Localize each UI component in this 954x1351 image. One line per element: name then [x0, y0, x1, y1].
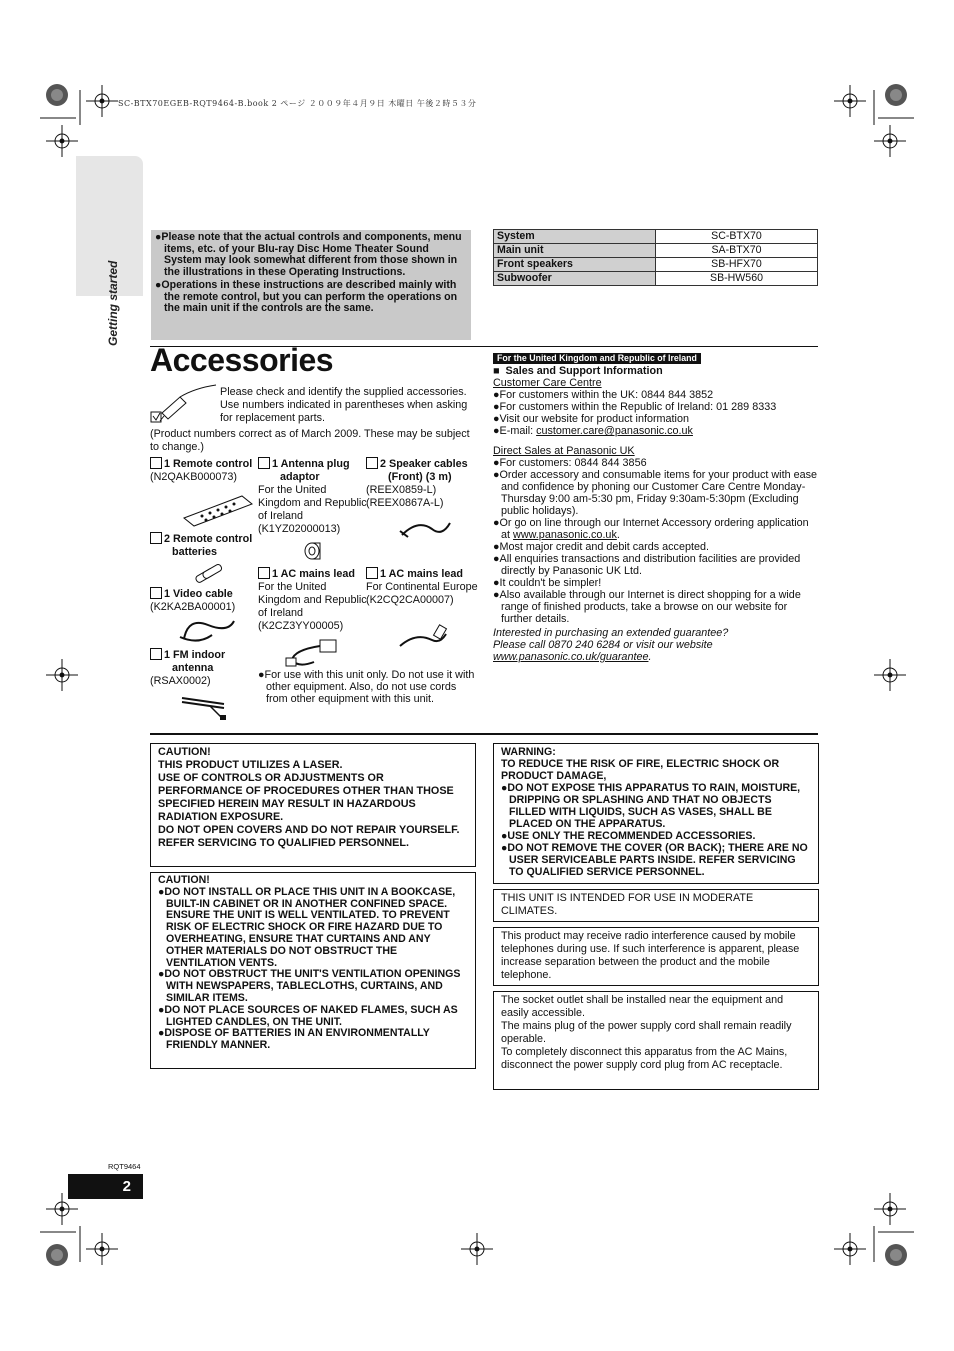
speaker-cable-icon — [398, 515, 454, 541]
accessory-antenna-adaptor: 1 Antenna plug adaptor For the United Kingdom and Republic of Ireland (K1YZ02000013) — [258, 458, 367, 535]
crosshair-mark — [874, 125, 906, 157]
table-row: Main unit SA-BTX70 — [494, 244, 818, 258]
mains-lead-uk-icon — [284, 636, 344, 670]
crosshair-mark — [874, 659, 906, 691]
climate-box: THIS UNIT IS INTENDED FOR USE IN MODERATE CLIMATES. — [493, 889, 819, 922]
note-box — [151, 230, 471, 340]
checkbox[interactable] — [258, 567, 270, 579]
accessory-mains-lead-eu: 1 AC mains lead For Continental Europe (K2CQ2CA00007) — [366, 568, 478, 606]
mains-lead-eu-icon — [396, 624, 452, 654]
table-row: Front speakers SB-HFX70 — [494, 258, 818, 272]
section-rule — [150, 733, 818, 735]
remote-control-icon — [180, 490, 260, 530]
side-tab-label: Getting started — [106, 260, 120, 346]
checkbox[interactable] — [150, 457, 162, 469]
table-row: Subwoofer SB-HW560 — [494, 272, 818, 286]
radio-interference-box: This product may receive radio interference caused by mobile telephones during use. If such interference is apparent, please increase separation between the product and the mobile telephone. — [493, 927, 819, 986]
accessory-fm-antenna: 1 FM indoor antenna (RSAX0002) — [150, 649, 226, 687]
document-code: RQT9464 — [108, 1162, 141, 1171]
website-link[interactable]: www.panasonic.co.uk — [513, 529, 617, 541]
checkbox[interactable] — [150, 532, 162, 544]
fm-antenna-icon — [180, 690, 230, 722]
square-bullet-icon: ■ — [493, 365, 500, 377]
crosshair-mark — [461, 1233, 493, 1265]
crosshair-mark — [86, 1233, 118, 1265]
color-target-mark — [46, 84, 68, 106]
color-target-mark — [885, 84, 907, 106]
color-target-mark — [885, 1244, 907, 1266]
region-label: For the United Kingdom and Republic of Ireland — [493, 353, 701, 364]
checkbox[interactable] — [150, 587, 162, 599]
guarantee-link[interactable]: www.panasonic.co.uk/guarantee — [493, 651, 649, 663]
checkbox[interactable] — [366, 567, 378, 579]
crosshair-mark — [46, 125, 78, 157]
email-link[interactable]: customer.care@panasonic.co.uk — [536, 425, 693, 437]
accessory-speaker-cables: 2 Speaker cables (Front) (3 m) (REEX0859-L) (REEX0867A-L) — [366, 458, 468, 509]
accessory-video-cable: 1 Video cable (K2KA2BA00001) — [150, 588, 236, 613]
page-number: 2 — [68, 1174, 143, 1199]
note-item: ●Please note that the actual controls and components, menu items, etc. of your Blu-ray Disc Home Theater Sound System may look somewhat different from those shown in the illustrations in these Operating Instructions. — [155, 231, 462, 279]
pen-check-icon — [150, 383, 220, 428]
color-target-mark — [46, 1244, 68, 1266]
side-tab — [76, 156, 143, 346]
caution-laser-box: CAUTION! THIS PRODUCT UTILIZES A LASER. USE OF CONTROLS OR ADJUSTMENTS OR PERFORMANCE OF PROCEDURES OTHER THAN THOSE SPECIFIED HEREIN MAY RESULT IN HAZARDOUS RADIATION EXPOSURE. DO NOT OPEN COVERS AND DO NOT REPAIR YOURSELF. REFER SERVICING TO QUALIFIED PERSONNEL. — [150, 743, 476, 867]
antenna-adaptor-icon — [302, 540, 326, 562]
mains-note: ●For use with this unit only. Do not use it with other equipment. Also, do not use cords from other equipment with this unit. — [258, 669, 475, 705]
crosshair-mark — [834, 85, 866, 117]
page-title: Accessories — [150, 342, 334, 378]
accessories-intro: Please check and identify the supplied accessories. Use numbers indicated in parentheses when asking for replacement parts. — [220, 386, 468, 424]
warning-box: WARNING: TO REDUCE THE RISK OF FIRE, ELECTRIC SHOCK OR PRODUCT DAMAGE, ●DO NOT EXPOSE THIS APPARATUS TO RAIN, MOISTURE, DRIPPING OR SPLASHING AND THAT NO OBJECTS FILLED WITH LIQUIDS, SUCH AS VASES, SHALL BE PLACED ON THE APPARATUS. ●USE ONLY THE RECOMMENDED ACCESSORIES. ●DO NOT REMOVE THE COVER (OR BACK); THERE ARE NO USER SERVICEABLE PARTS INSIDE. REFER SERVICING TO QUALIFIED SERVICE PERSONNEL. — [493, 743, 819, 884]
accessory-batteries: 2 Remote control batteries — [150, 532, 262, 559]
accessories-note: (Product numbers correct as of March 2009. These may be subject to change.) — [150, 428, 470, 453]
system-table — [493, 229, 818, 286]
crosshair-mark — [874, 1193, 906, 1225]
caution-install-box: CAUTION! ●DO NOT INSTALL OR PLACE THIS UNIT IN A BOOKCASE, BUILT-IN CABINET OR IN ANOTHER CONFINED SPACE. ENSURE THE UNIT IS WELL VENTILATED. TO PREVENT RISK OF ELECTRIC SHOCK OR FIRE HAZARD DUE TO OVERHEATING, ENSURE THAT CURTAINS AND ANY OTHER MATERIALS DO NOT OBSTRUCT THE VENTILATION VENTS. ●DO NOT OBSTRUCT THE UNIT'S VENTILATION OPENINGS WITH NEWSPAPERS, TABLECLOTHS, CURTAINS, AND SIMILAR ITEMS. ●DO NOT PLACE SOURCES OF NAKED FLAMES, SUCH AS LIGHTED CANDLES, ON THE UNIT. ●DISPOSE OF BATTERIES IN AN ENVIRONMENTALLY FRIENDLY MANNER. — [150, 872, 476, 1069]
video-cable-icon — [178, 615, 238, 645]
crosshair-mark — [46, 659, 78, 691]
batteries-icon — [192, 560, 226, 586]
accessory-mains-lead-uk: 1 AC mains lead For the United Kingdom and Republic of Ireland (K2CZ3YY00005) — [258, 568, 367, 632]
note-item: ●Operations in these instructions are described mainly with the remote control, but you can perform the operations on the main unit if the controls are the same. — [155, 278, 458, 315]
accessory-remote: 1 Remote control (N2QAKB000073) — [150, 458, 253, 483]
checkbox[interactable] — [150, 648, 162, 660]
crosshair-mark — [834, 1233, 866, 1265]
crosshair-mark — [86, 85, 118, 117]
checkbox[interactable] — [366, 457, 378, 469]
print-header: SC-BTX70EGEB-RQT9464-B.book 2 ページ ２００９年４月９日 木曜日 午後２時５３分 — [118, 99, 477, 108]
support-info: ■ Sales and Support Information Customer Care Centre ●For customers within the UK: 0844 844 3852 ●For customers within the Republic of Ireland: 01 289 8333 ●Visit our website for product information ●E-mail: customer.care@panasonic.co.uk Direct Sales at Panasonic UK ●For customers: 0844 844 3856 ●Order accessory and consumable items for your product with ease and confidence by phoning our Customer Care Centre Monday-Thursday 9:00 am-5:30 pm, Friday 9:30am-5:30pm (Excluding public holidays). ●Or go on line through our Internet Accessory ordering application at www.panasonic.co.uk. ●Most major credit and debit cards accepted. ●All enquiries transactions and distribution facilities are provided directly by Panasonic UK Ltd. ●It couldn't be simpler! ●Also available through our Internet is direct shopping for a wide range of finished products, take a browse on our website for further details. Interested in purchasing an extended guarantee? Please call 0870 240 6284 or visit our website www.panasonic.co.uk/guarantee. — [493, 365, 817, 663]
socket-outlet-box: The socket outlet shall be installed near the equipment and easily accessible. The mains plug of the power supply cord shall remain readily operable. To completely disconnect this apparatus from the AC Mains, disconnect the power supply cord plug from AC receptacle. — [493, 991, 819, 1090]
table-row: System SC-BTX70 — [494, 230, 818, 244]
checkbox[interactable] — [258, 457, 270, 469]
